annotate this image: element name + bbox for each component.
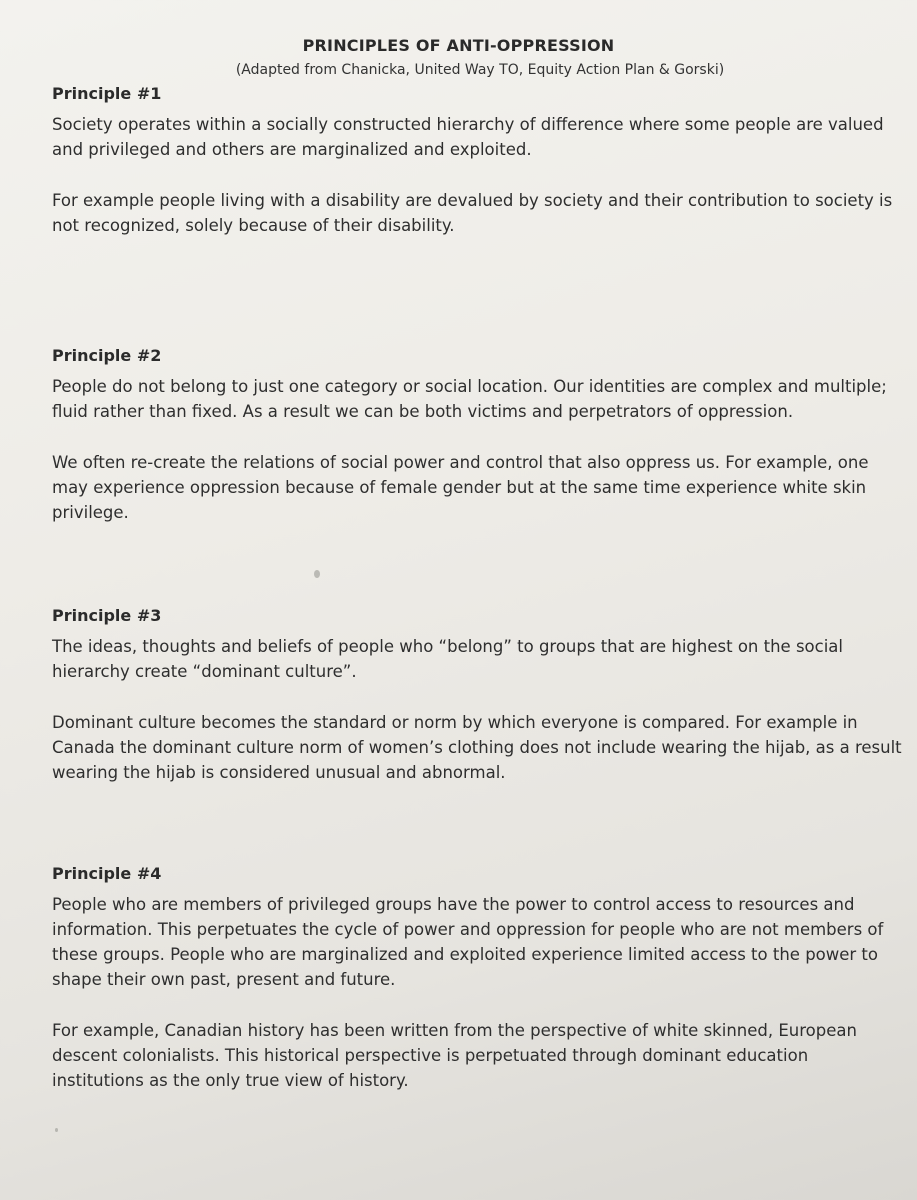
- principle-2-statement: People do not belong to just one category or social location. Our identities are complex and multiple; fluid rather than fixed. As a result we can be both victims and perpetrators of oppression.: [52, 377, 887, 421]
- principle-1-statement: Society operates within a socially constructed hierarchy of difference where some people are valued and privileged and others are marginalized and exploited.: [52, 115, 884, 159]
- principle-1-section: [52, 82, 902, 238]
- paper-speck: [55, 1128, 58, 1132]
- principle-4-section: [52, 862, 902, 1093]
- principle-3-heading: Principle #3: [52, 606, 162, 625]
- principle-2-heading: Principle #2: [52, 346, 162, 365]
- principle-3-example: Dominant culture becomes the standard or norm by which everyone is compared. For example in Canada the dominant culture norm of women’s clothing does not include wearing the hijab, as a result wearing the hijab is considered unusual and abnormal.: [52, 713, 902, 782]
- paper-smudge: [314, 570, 320, 578]
- principle-2-section: [52, 344, 902, 525]
- principle-3-statement: The ideas, thoughts and beliefs of people who “belong” to groups that are highest on the social hierarchy create “dominant culture”.: [52, 637, 843, 681]
- document-title: PRINCIPLES OF ANTI-OPPRESSION: [302, 36, 615, 55]
- principle-1-example: For example people living with a disability are devalued by society and their contribution to society is not recognized, solely because of their disability.: [52, 191, 893, 235]
- principle-2-example: We often re-create the relations of social power and control that also oppress us. For example, one may experience oppression because of female gender but at the same time experience white skin privilege.: [52, 453, 869, 522]
- principle-4-statement: People who are members of privileged groups have the power to control access to resources and information. This perpetuates the cycle of power and oppression for people who are not members of these groups. People who are marginalized and exploited experience limited access to the power to shape their own past, present and future.: [52, 895, 884, 989]
- principle-1-heading: Principle #1: [52, 84, 162, 103]
- principle-4-example: For example, Canadian history has been written from the perspective of white skinned, European descent colonialists. This historical perspective is perpetuated through dominant education institutions as the only true view of history.: [52, 1021, 857, 1090]
- principle-4-heading: Principle #4: [52, 864, 162, 883]
- principle-3-section: [52, 604, 902, 785]
- document-subtitle: (Adapted from Chanicka, United Way TO, Equity Action Plan & Gorski): [235, 62, 725, 78]
